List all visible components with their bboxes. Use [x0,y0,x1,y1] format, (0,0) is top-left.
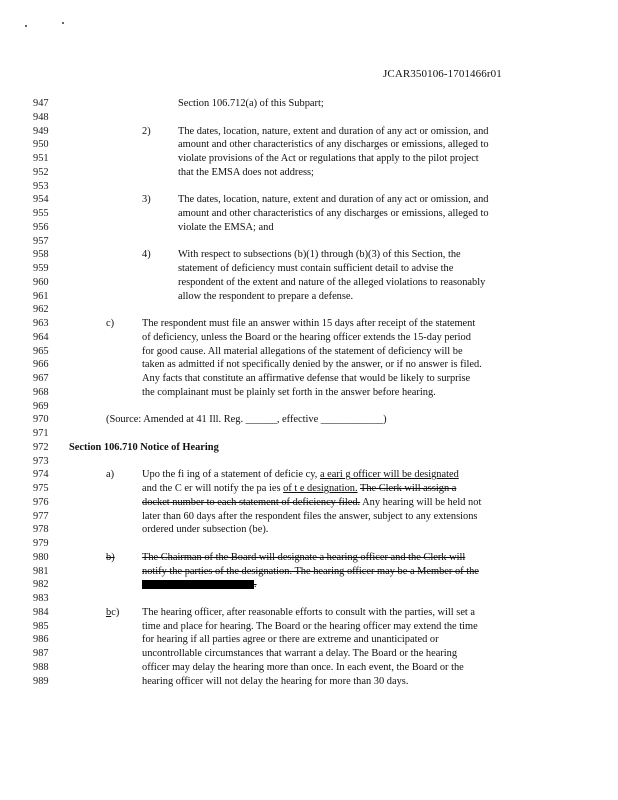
text-segment: The dates, location, nature, extent and duration of any act or omission, and [178,194,489,206]
line-number: 988 [33,661,49,673]
line-number: 980 [33,551,49,563]
line-number: 975 [33,483,49,494]
line-text [142,468,459,482]
line-number: 957 [33,235,49,247]
line-text [142,125,151,139]
text-segment: of t e designation. [283,483,358,494]
text-segment: respondent of the extent and nature of the alleged violations to reasonably [178,276,486,288]
line-text [142,633,439,647]
text-segment: violate the EMSA; and [178,221,274,233]
text-segment: Section 106.712(a) of this Subpart; [178,98,324,109]
line-number: 973 [33,455,49,467]
line-text [178,248,461,262]
line-number: 974 [33,469,49,481]
text-segment: for good cause. All material allegations of the statement of deficiency will be [142,345,463,357]
line-text [178,97,324,111]
text-segment: . [254,579,257,591]
text-segment: Any hearing will be held not [360,496,482,508]
text-segment: a eari g officer will be designated [319,469,459,481]
line-text [142,620,478,634]
line-number: 981 [33,565,49,577]
line-text [178,138,489,152]
line-text [178,262,453,276]
line-number: 983 [33,593,49,604]
line-number: 985 [33,620,49,632]
line-text [178,125,488,139]
line-number: 952 [33,166,49,178]
line-text [106,551,115,565]
line-number: 960 [33,276,49,288]
text-segment: officer may delay the hearing more than once. In each event, the Board or the [142,661,464,673]
text-segment: notify the parties of the designation. The hearing officer may be a Member of the [142,565,479,577]
text-segment: docket number to each statement of deficiency filed. [142,496,361,508]
text-segment: later than 60 days after the respondent files the answer, subject to any extensions [142,510,478,522]
line-text [178,152,479,166]
line-number: 959 [33,263,49,274]
line-text [178,276,485,290]
line-text [142,510,477,524]
line-text [106,317,114,331]
line-text [142,317,475,331]
line-number: 951 [33,153,49,164]
line-number: 970 [33,414,49,426]
line-number: 987 [33,648,49,659]
document-id-header: JCAR350106-1701466r01 [383,68,502,80]
line-text [178,166,314,180]
line-text [142,523,268,537]
line-number: 965 [33,345,49,357]
text-segment: ) [115,606,120,618]
text-segment: The dates, location, nature, extent and duration of any act or omission, and [178,125,489,137]
line-number: 955 [33,208,49,219]
text-segment: Upo the fi ing of a statement of deficie cy, [142,469,320,481]
text-segment: allow the respondent to prepare a defense. [178,290,354,302]
line-number: 972 [33,441,49,453]
text-segment: uncontrollable circumstances that warrant a delay. The Board or the hearing [142,648,458,659]
line-text [142,386,436,400]
text-segment: a) [106,469,115,481]
text-segment: hearing officer will not delay the hearing for more than 30 days. [142,675,409,687]
line-number: 953 [33,180,49,192]
text-segment: statement of deficiency must contain sufficient detail to advise the [178,263,454,274]
text-segment: that the EMSA does not address; [178,166,314,178]
line-text [142,661,464,675]
line-number: 977 [33,510,49,522]
line-number: 964 [33,331,49,343]
text-segment: b) [106,551,115,563]
line-number: 986 [33,634,49,646]
line-text [142,345,463,359]
line-number: 968 [33,386,49,398]
line-text [142,358,482,372]
line-number: 989 [33,675,49,687]
line-number: 967 [33,373,49,384]
line-text [178,207,489,221]
line-text [178,221,274,235]
line-number: 979 [33,538,49,549]
line-text [142,647,457,661]
text-segment: taken as admitted if not specifically denied by the answer, or if no answer is filed. [142,359,482,371]
text-segment: the complainant must be plainly set forth in the answer before hearing. [142,386,436,398]
line-number: 954 [33,194,49,206]
redaction-block [142,580,254,589]
line-number: 984 [33,606,49,618]
line-text [142,551,465,565]
line-text [142,675,408,689]
line-number: 971 [33,428,49,439]
text-segment: c [111,606,116,618]
line-text [178,193,488,207]
text-segment: (Source: Amended at 41 Ill. Reg. ______, effective ____________) [106,414,387,426]
text-segment: of deficiency, unless the Board or the hearing officer extends the 15-day period [142,331,471,343]
text-segment: amount and other characteristics of any discharges or emissions, alleged to [178,139,489,151]
text-segment: The Clerk will assign a [359,483,457,494]
line-text [142,606,475,620]
line-number: 947 [33,98,49,109]
line-text [106,606,119,620]
line-text [142,496,481,510]
line-text [142,578,257,592]
text-segment: and the C er will notify the pa ies [142,483,284,494]
line-number: 961 [33,290,49,302]
text-segment: The Chairman of the Board will designate a hearing officer and the Clerk will [142,551,466,563]
text-segment: 2) [142,125,151,137]
text-segment: Any facts that constitute an affirmative defense that would be likely to surprise [142,373,471,384]
line-number: 950 [33,139,49,151]
line-text [142,193,151,207]
line-number: 963 [33,318,49,329]
line-text [106,413,387,427]
line-number: 949 [33,125,49,137]
line-number: 982 [33,579,49,591]
line-text [178,290,353,304]
line-text [142,331,471,345]
text-segment: 3) [142,194,151,206]
line-text [142,565,479,579]
text-segment: violate provisions of the Act or regulations that apply to the pilot project [178,153,479,164]
text-segment: amount and other characteristics of any discharges or emissions, alleged to [178,208,489,219]
text-segment: With respect to subsections (b)(1) through (b)(3) of this Section, the [178,249,461,261]
text-segment: Section 106.710 Notice of Hearing [69,441,219,453]
text-segment: ordered under subsection (be). [142,524,269,536]
text-segment: The hearing officer, after reasonable efforts to consult with the parties, will set a [142,606,476,618]
text-segment: b [106,606,112,618]
line-number: 978 [33,524,49,536]
line-number: 948 [33,111,49,123]
text-segment: c) [106,318,115,329]
line-number: 976 [33,496,49,508]
line-text [142,482,456,496]
text-segment: 4) [142,249,151,261]
line-text [69,441,219,455]
line-number: 956 [33,221,49,233]
text-segment: for hearing if all parties agree or there are extreme and unanticipated or [142,634,439,646]
text-segment: time and place for hearing. The Board or the hearing officer may extend the time [142,620,478,632]
text-segment: The respondent must file an answer within 15 days after receipt of the statement [142,318,476,329]
line-number: 962 [33,304,49,316]
line-text [142,248,151,262]
line-text [106,468,114,482]
line-text [142,372,470,386]
line-number: 966 [33,359,49,371]
line-number: 969 [33,400,49,412]
line-number: 958 [33,249,49,261]
